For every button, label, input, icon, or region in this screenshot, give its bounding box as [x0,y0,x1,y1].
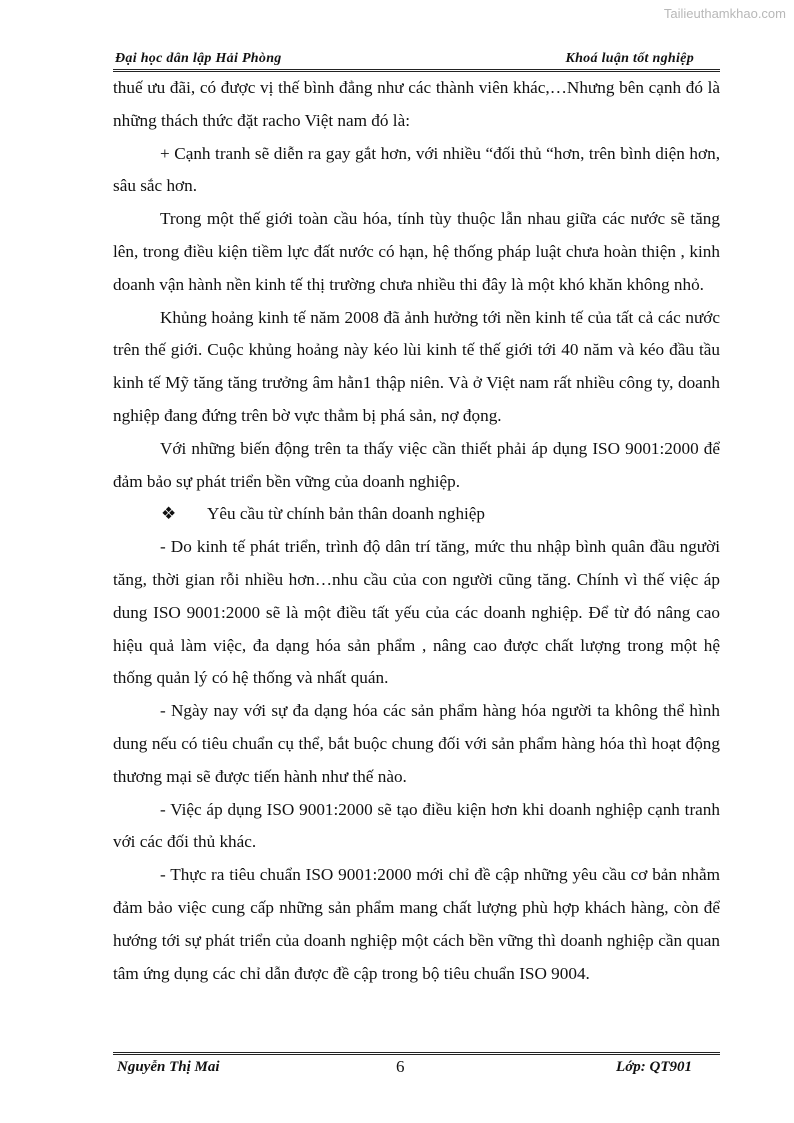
watermark: Tailieuthamkhao.com [663,6,786,21]
header-thesis-label: Khoá luận tốt nghiệp [565,51,694,66]
page-footer [113,1052,720,1085]
paragraph: Khủng hoảng kinh tế năm 2008 đã ảnh hưởng tới nền kinh tế của tất cả các nước trên thế giới. Cuộc khủng hoảng này kéo lùi kinh tế thế giới tới 40 năm và kéo đầu tầu kinh tế Mỹ tăng tăng trưởng âm hằn1 thập niên. Và ở Việt nam rất nhiều công ty, doanh nghiệp đang đứng trên bờ vực thẳm bị phá sản, nợ đọng. [113,307,720,425]
paragraph: Trong một thế giới toàn cầu hóa, tính tùy thuộc lẫn nhau giữa các nước sẽ tăng lên, trong điều kiện tiềm lực đất nước có hạn, hệ thống pháp luật chưa hoàn thiện , kinh doanh vận hành nền kinh tế thị trường chưa nhiều thi đây là một khó khăn không nhỏ. [113,209,720,294]
paragraph: - Ngày nay với sự đa dạng hóa các sản phẩm hàng hóa người ta không thể hình dung nếu có tiêu chuẩn cụ thể, bắt buộc chung đối với sản phẩm hàng hóa thì hoạt động thương mại sẽ được tiến hành như thế nào. [113,701,720,786]
footer-author: Nguyễn Thị Mai [117,1059,220,1075]
diamond-bullet-icon: ❖ [161,504,177,524]
paragraph: thuế ưu đãi, có được vị thế bình đẳng như các thành viên khác,…Nhưng bên cạnh đó là những thách thức đặt racho Việt nam đó là: [113,78,720,130]
paragraph: + Cạnh tranh sẽ diễn ra gay gắt hơn, với nhiều “đối thủ “hơn, trên bình diện hơn, sâu sắc hơn. [113,143,720,196]
document-body [113,72,720,990]
paragraph: Với những biến động trên ta thấy việc cần thiết phải áp dụng ISO 9001:2000 để đảm bảo sự phát triển bền vững của doanh nghiệp. [113,438,720,491]
header-university: Đại học dân lập Hải Phòng [115,51,282,66]
paragraph: - Do kinh tế phát triển, trình độ dân trí tăng, mức thu nhập bình quân đầu người tăng, thời gian rỗi nhiều hơn…nhu cầu của con người cũng tăng. Chính vì thế việc áp dung ISO 9001:2000 sẽ là một điều tất yếu của các doanh nghiệp. Để từ đó nâng cao hiệu quả làm việc, đa dạng hóa sản phẩm , nâng cao được chất lượng trong một hệ thống quản lý có hệ thống và nhất quán. [113,537,720,688]
bullet-heading-text: Yêu cầu từ chính bản thân doanh nghiệp [207,504,486,524]
page-number: 6 [396,1057,405,1076]
paragraph: - Việc áp dụng ISO 9001:2000 sẽ tạo điều kiện hơn khi doanh nghiệp cạnh tranh với các đối thủ khác. [113,799,720,852]
page-header [113,47,720,72]
footer-class: Lớp: QT901 [616,1059,692,1075]
paragraph: - Thực ra tiêu chuẩn ISO 9001:2000 mới chỉ đề cập những yêu cầu cơ bản nhằm đảm bảo việc cung cấp những sản phẩm mang chất lượng phù hợp khách hàng, còn để hướng tới sự phát triển của doanh nghiệp một cách bền vững thì doanh nghiệp cần quan tâm ứng dụng các chỉ dẫn được đề cập trong bộ tiêu chuẩn ISO 9004. [113,865,720,983]
bullet-heading [113,498,720,531]
